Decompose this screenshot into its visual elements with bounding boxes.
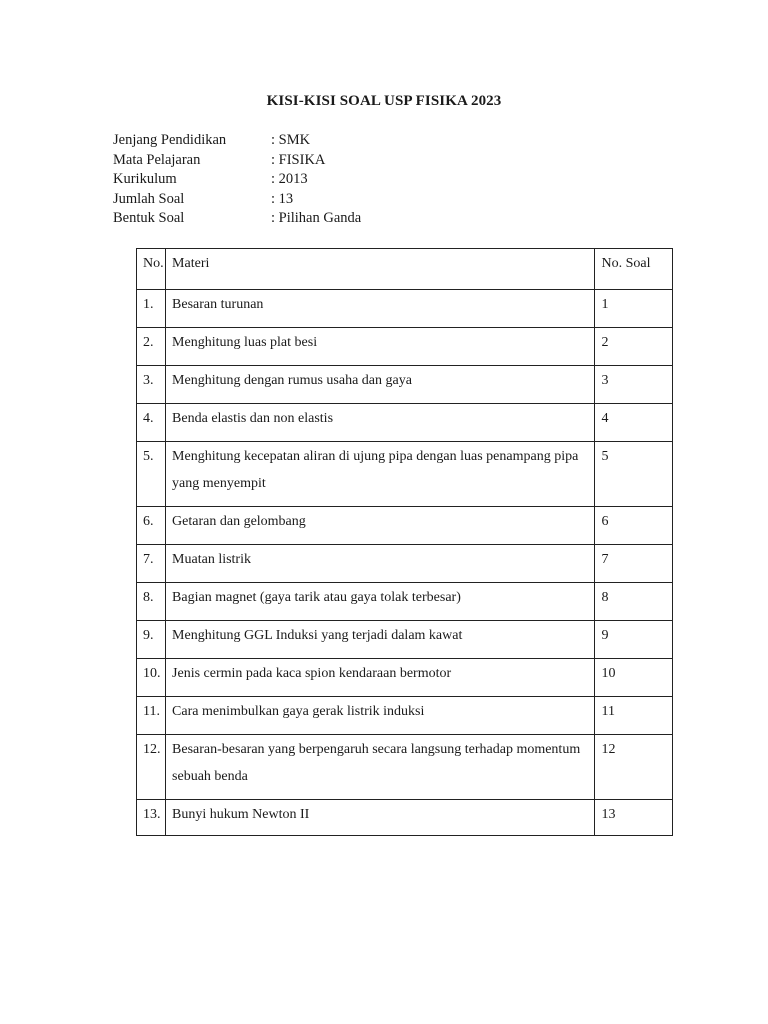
cell-no: 13.	[137, 800, 166, 836]
cell-no: 5.	[137, 442, 166, 507]
info-label: Bentuk Soal	[113, 210, 185, 226]
cell-no: 9.	[137, 621, 166, 659]
info-value: : Pilihan Ganda	[271, 210, 362, 226]
cell-no: 11.	[137, 697, 166, 735]
cell-materi: Bagian magnet (gaya tarik atau gaya tolak terbesar)	[166, 583, 595, 621]
page-title: KISI-KISI SOAL USP FISIKA 2023	[266, 93, 502, 109]
table-row	[137, 404, 673, 442]
cell-soal: 2	[595, 328, 673, 366]
info-value: : 13	[271, 190, 294, 207]
cell-no: 8.	[137, 583, 166, 621]
cell-soal: 10	[595, 659, 673, 697]
cell-no: 6.	[137, 507, 166, 545]
cell-materi: Besaran-besaran yang berpengaruh secara langsung terhadap momentum sebuah benda	[166, 735, 595, 800]
header-no: No.	[137, 249, 166, 290]
kisi-kisi-table	[136, 248, 673, 836]
cell-materi: Benda elastis dan non elastis	[166, 404, 595, 442]
cell-materi: Menghitung GGL Induksi yang terjadi dalam kawat	[166, 621, 595, 659]
cell-soal: 5	[595, 442, 673, 507]
header-soal: No. Soal	[595, 249, 673, 290]
cell-no: 4.	[137, 404, 166, 442]
table-row	[137, 328, 673, 366]
cell-materi: Menghitung luas plat besi	[166, 328, 595, 366]
table-row	[137, 583, 673, 621]
table-row	[137, 735, 673, 800]
info-label: Jenjang Pendidikan	[113, 132, 227, 148]
cell-soal: 13	[595, 800, 673, 836]
cell-no: 7.	[137, 545, 166, 583]
info-row-jenjang	[113, 131, 361, 151]
table-row	[137, 366, 673, 404]
cell-no: 2.	[137, 328, 166, 366]
info-row-kurikulum	[113, 170, 361, 190]
cell-no: 1.	[137, 290, 166, 328]
cell-no: 10.	[137, 659, 166, 697]
table-header-row	[137, 249, 673, 290]
cell-materi: Bunyi hukum Newton II	[166, 800, 595, 836]
info-value: : FISIKA	[271, 151, 326, 168]
cell-soal: 3	[595, 366, 673, 404]
cell-materi: Besaran turunan	[166, 290, 595, 328]
cell-soal: 4	[595, 404, 673, 442]
cell-no: 3.	[137, 366, 166, 404]
table-row	[137, 290, 673, 328]
info-label: Kurikulum	[113, 171, 177, 187]
cell-soal: 12	[595, 735, 673, 800]
cell-soal: 9	[595, 621, 673, 659]
info-row-jumlah	[113, 190, 361, 210]
cell-soal: 8	[595, 583, 673, 621]
table-row	[137, 621, 673, 659]
info-label: Mata Pelajaran	[113, 151, 201, 168]
cell-materi: Jenis cermin pada kaca spion kendaraan bermotor	[166, 659, 595, 697]
info-row-bentuk	[113, 209, 361, 229]
cell-materi: Cara menimbulkan gaya gerak listrik induksi	[166, 697, 595, 735]
info-label: Jumlah Soal	[113, 190, 185, 207]
cell-soal: 7	[595, 545, 673, 583]
header-materi: Materi	[166, 249, 595, 290]
cell-materi: Menghitung kecepatan aliran di ujung pipa dengan luas penampang pipa yang menyempit	[166, 442, 595, 507]
table-row	[137, 800, 673, 836]
table-row	[137, 442, 673, 507]
document-info	[113, 131, 361, 229]
table-row	[137, 545, 673, 583]
info-row-mapel	[113, 151, 361, 171]
cell-materi: Getaran dan gelombang	[166, 507, 595, 545]
info-value: : 2013	[271, 171, 308, 187]
cell-soal: 11	[595, 697, 673, 735]
cell-soal: 1	[595, 290, 673, 328]
table-row	[137, 507, 673, 545]
cell-no: 12.	[137, 735, 166, 800]
cell-materi: Muatan listrik	[166, 545, 595, 583]
info-value: : SMK	[271, 132, 311, 148]
cell-soal: 6	[595, 507, 673, 545]
cell-materi: Menghitung dengan rumus usaha dan gaya	[166, 366, 595, 404]
table-row	[137, 659, 673, 697]
table-row	[137, 697, 673, 735]
